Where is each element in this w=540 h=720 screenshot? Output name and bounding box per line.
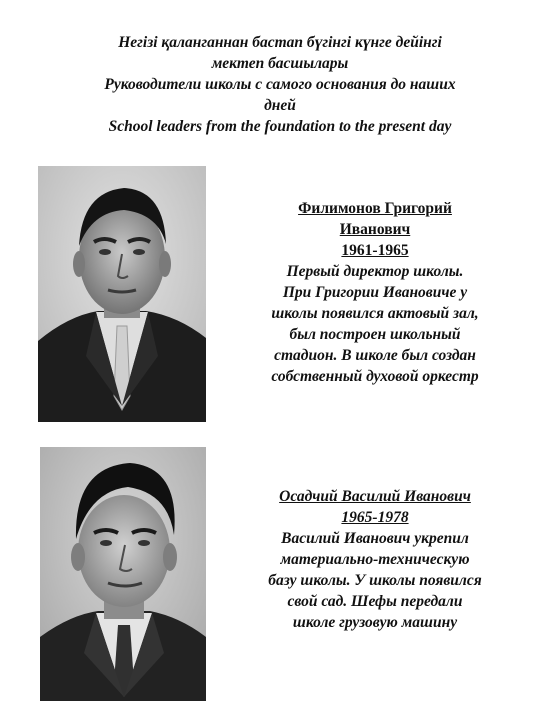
leader-2-years: 1965-1978 [341,509,409,526]
leader-2-name: Осадчий Василий Иванович [279,488,471,505]
page-header [40,32,520,137]
header-kazakh-line-2: мектеп басшылары [211,55,349,72]
leader-1-desc-line: Первый директор школы. [286,263,464,280]
leader-2-description [240,528,510,633]
leader-1-name-line-1: Филимонов Григорий [298,200,452,217]
leader-2-desc-line: Василий Иванович укрепил [281,530,469,547]
leader-2-desc-line: школе грузовую машину [292,614,458,631]
leader-1-name-line-2: Иванович [339,221,411,238]
leader-2-desc-line: материально-техническую [280,551,470,568]
leader-1-desc-line: стадион. В школе был создан [274,347,476,364]
header-russian-line-1: Руководители школы с самого основания до наших [104,76,456,93]
leader-2-bio [240,486,510,633]
header-russian-line-2: дней [264,97,296,114]
header-english-line: School leaders from the foundation to the present day [108,118,452,135]
leader-2-desc-line: базу школы. У школы появился [268,572,482,589]
header-kazakh-line-1: Негізі қаланганнан бастап бүгінгі күнге дейінгі [118,34,442,51]
leader-1-desc-line: собственный духовой оркестр [271,368,479,385]
leader-2-desc-line: свой сад. Шефы передали [287,593,463,610]
leader-1-bio [240,198,510,387]
leader-1-desc-line: был построен школьный [289,326,461,343]
leader-2-portrait-drawing [40,447,206,701]
leader-2-portrait-photo [40,447,206,701]
leader-1-portrait-drawing [38,166,206,422]
leader-1-description [240,261,510,387]
leader-1-desc-line: При Григории Ивановиче у [282,284,468,301]
leader-1-portrait-photo [38,166,206,422]
leader-1-years: 1961-1965 [341,242,409,259]
leader-1-desc-line: школы появился актовый зал, [271,305,479,322]
